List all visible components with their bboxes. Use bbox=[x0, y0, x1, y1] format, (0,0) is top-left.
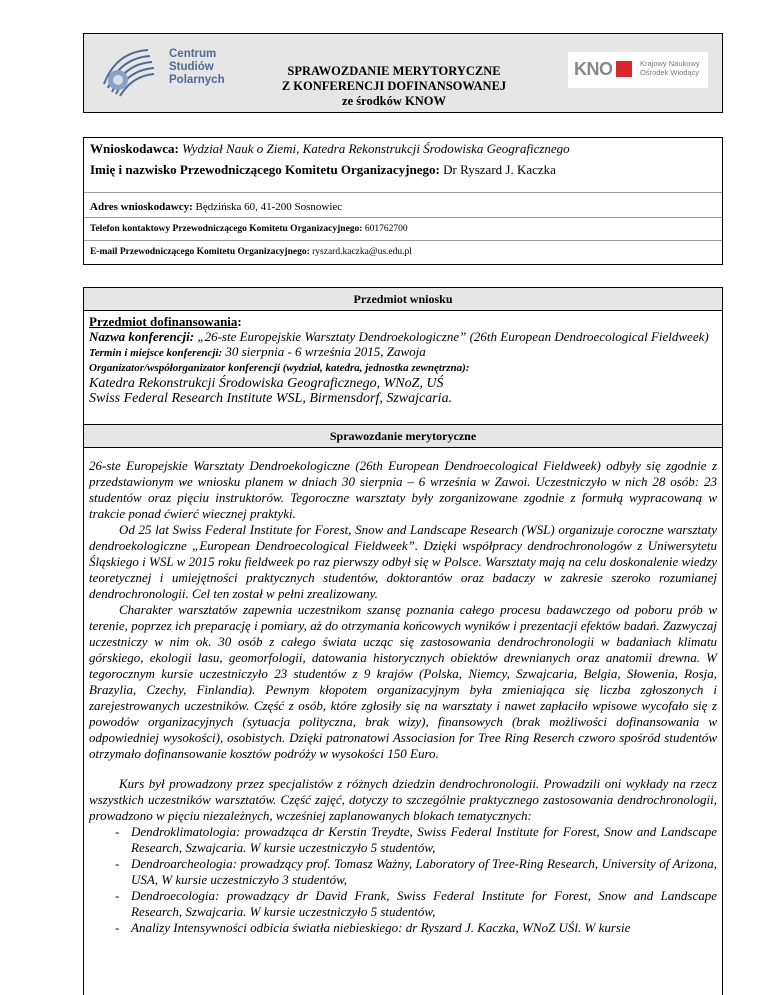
logo-line-3: Polarnych bbox=[169, 74, 225, 86]
subject-box: Przedmiot wniosku Przedmiot dofinansowania: Nazwa konferencji: „26-ste Europejskie Warsztaty Dendroekologiczne” (26th European Dendroecological Fieldweek) Termin i miejsce konferencji: 30 sierpnia - 6 września 2015, Zawoja Organizator/współorganizator konferencji (wydział, katedra, jednostka zewnętrzna): Katedra Rekonstrukcji Środowiska Geograficznego, WNoZ, UŚ Swiss Federal Research Institute WSL, Birmensdorf, Szwajcaria. bbox=[83, 287, 723, 425]
know-logo-w-icon bbox=[616, 61, 632, 77]
list-item: - Dendroarcheologia: prowadzący prof. Tomasz Ważny, Laboratory of Tree-Ring Research, University of Arizona, USA, W kursie uczestniczyło 3 studentów, bbox=[115, 856, 717, 888]
report-paragraph-1: 26-ste Europejskie Warsztaty Dendroekologiczne (26th European Dendroecological Fieldweek) odbyły się zgodnie z przedstawionym we wniosku planem w dniach 30 sierpnia – 6 września w Zawoi. Uczestniczyło w nich 28 osób: 23 studentów oraz pięciu instruktorów. Tegoroczne warsztaty były zorganizowane zgodnie z formułą wypracowaną w trakcie ponad ćwierć wiecznej praktyki. bbox=[89, 458, 717, 521]
list-item: - Dendroklimatologia: prowadząca dr Kerstin Treydte, Swiss Federal Institute for Forest, Snow and Landscape Research, Szwajcaria. W kursie uczestniczyło 5 studentów, bbox=[115, 824, 717, 856]
know-logo-sub-1: Krajowy Naukowy bbox=[640, 59, 700, 68]
header-title bbox=[244, 64, 544, 109]
address-row bbox=[84, 193, 722, 218]
email-row bbox=[84, 241, 722, 263]
report-paragraph-4: Kurs był prowadzony przez specjalistów z różnych dziedzin dendrochronologii. Prowadzili oni wykłady na rzecz wszystkich uczestników warsztatów. Część zajęć, dotyczy to szczególnie praktycznego zastosowania dendrochronologii, prowadzono w pięciu niezależnych, wcześniej zaplanowanych blokach tematycznych: bbox=[89, 776, 717, 823]
applicant-value: Wydział Nauk o Ziemi, Katedra Rekonstrukcji Środowiska Geograficznego bbox=[182, 141, 570, 156]
report-paragraph-3: Charakter warsztatów zapewnia uczestnikom szansę poznania całego procesu badawczego od poboru prób w terenie, poprzez ich preparację i pomiary, aż do otrzymania końcowych wyników i prezentacji efektów badań. Zazwyczaj uczestniczy w nim ok. 30 osób z całego świata ucząc się zastosowania dendrochronologii w badaniach klimatu górskiego, ekologii lasu, geomorfologii, datowania historycznych obiektów drewnianych oraz anatomii drewna. W tegorocznym kursie uczestniczyło 23 studentów z 9 krajów (Polska, Niemcy, Szwajcaria, Belgia, Słowenia, Rosja, Brazylia, Czechy, Finlandia). Pewnym kłopotem organizacyjnym była zmieniająca się liczba zgłoszonych i zarejestrowanych uczestników. Część z osób, które zgłosiły się na warsztaty i nawet zapłaciło wpisowe wycofało się z powodów organizacyjnych (sytuacja polityczna, brak wizy), finansowych (brak możliwości dofinansowania w odpowiedniej wysokości), osobistych. Dzięki patronatowi Associasion for Tree Ring Reserch czworo spośród studentów otrzymało dofinansowanie kosztów podróży w wysokości 150 Euro. bbox=[89, 602, 717, 761]
header-title-line-2: Z KONFERENCJI DOFINANSOWANEJ bbox=[281, 79, 507, 93]
term-label: Termin i miejsce konferencji: bbox=[89, 347, 223, 359]
org-line-2: Swiss Federal Research Institute WSL, Birmensdorf, Szwajcaria. bbox=[89, 391, 453, 406]
applicant-box bbox=[83, 137, 723, 265]
report-box bbox=[83, 424, 723, 995]
list-item: - Dendroecologia: prowadzący dr David Frank, Swiss Federal Institute for Forest, Snow and Landscape Research, Szwajcaria. W kursie uczestniczyło 5 studentów, bbox=[115, 888, 717, 920]
header-title-line-3: ze środków KNOW bbox=[342, 94, 446, 108]
email-label: E-mail Przewodniczącego Komitetu Organizacyjnego: bbox=[90, 247, 310, 257]
header-title-line-1: SPRAWOZDANIE MERYTORYCZNE bbox=[287, 64, 501, 78]
subject-heading: Przedmiot wniosku bbox=[84, 288, 722, 311]
org-line-1: Katedra Rekonstrukcji Środowiska Geograficznego, WNoZ, UŚ bbox=[89, 376, 444, 391]
know-logo-mark: KNO bbox=[574, 59, 613, 79]
know-logo bbox=[568, 52, 708, 88]
logo-line-1: Centrum bbox=[169, 48, 217, 60]
chair-label: Imię i nazwisko Przewodniczącego Komitetu Organizacyjnego: bbox=[90, 162, 440, 177]
conf-value: „26-ste Europejskie Warsztaty Dendroekologiczne” (26th European Dendroecological Fieldweek) bbox=[197, 329, 709, 344]
know-logo-sub-2: Ośrodek Wiodący bbox=[640, 68, 700, 77]
workshop-blocks-list bbox=[89, 824, 717, 936]
phone-label: Telefon kontaktowy Przewodniczącego Komitetu Organizacyjnego: bbox=[90, 224, 363, 234]
phone-value: 601762700 bbox=[364, 224, 408, 234]
logo-line-2: Studiów bbox=[169, 61, 214, 73]
org-label: Organizator/współorganizator konferencji (wydział, katedra, jednostka zewnętrzna): bbox=[89, 362, 470, 374]
term-value: 30 sierpnia - 6 września 2015, Zawoja bbox=[225, 344, 426, 359]
applicant-row bbox=[84, 138, 722, 160]
address-label: Adres wnioskodawcy: bbox=[90, 201, 193, 213]
chair-value: Dr Ryszard J. Kaczka bbox=[443, 162, 556, 177]
report-header bbox=[83, 33, 723, 113]
centrum-studiow-polarnych-logo bbox=[96, 44, 246, 100]
report-heading: Sprawozdanie merytoryczne bbox=[84, 425, 722, 448]
funding-label: Przedmiot dofinansowania bbox=[89, 314, 238, 329]
chair-row bbox=[84, 160, 722, 193]
globe-icon bbox=[96, 44, 158, 100]
email-value: ryszard.kaczka@us.edu.pl bbox=[312, 247, 412, 257]
address-value: Będzińska 60, 41-200 Sosnowiec bbox=[195, 201, 343, 213]
list-item: - Analizy Intensywności odbicia światła niebieskiego: dr Ryszard J. Kaczka, WNoZ UŚl. W kursie bbox=[115, 920, 717, 936]
conf-label: Nazwa konferencji: bbox=[89, 329, 195, 344]
applicant-label: Wnioskodawca: bbox=[90, 141, 179, 156]
report-paragraph-2: Od 25 lat Swiss Federal Institute for Forest, Snow and Landscape Research (WSL) organizuje coroczne warsztaty dendroekologiczne „European Dendroecological Fieldweek”. Dzięki współpracy dendrochronologów z Uniwersytetu Śląskiego i WSL w 2015 roku fieldweek po raz pierwszy odbył się w Polsce. Warsztaty mają na celu doskonalenie wiedzy teoretycznej i umiejętności praktycznych studentów, doktorantów oraz badaczy w zakresie szeroko rozumianej dendrochronologii. Cel ten został w pełni zrealizowany. bbox=[89, 522, 717, 601]
phone-row bbox=[84, 218, 722, 241]
